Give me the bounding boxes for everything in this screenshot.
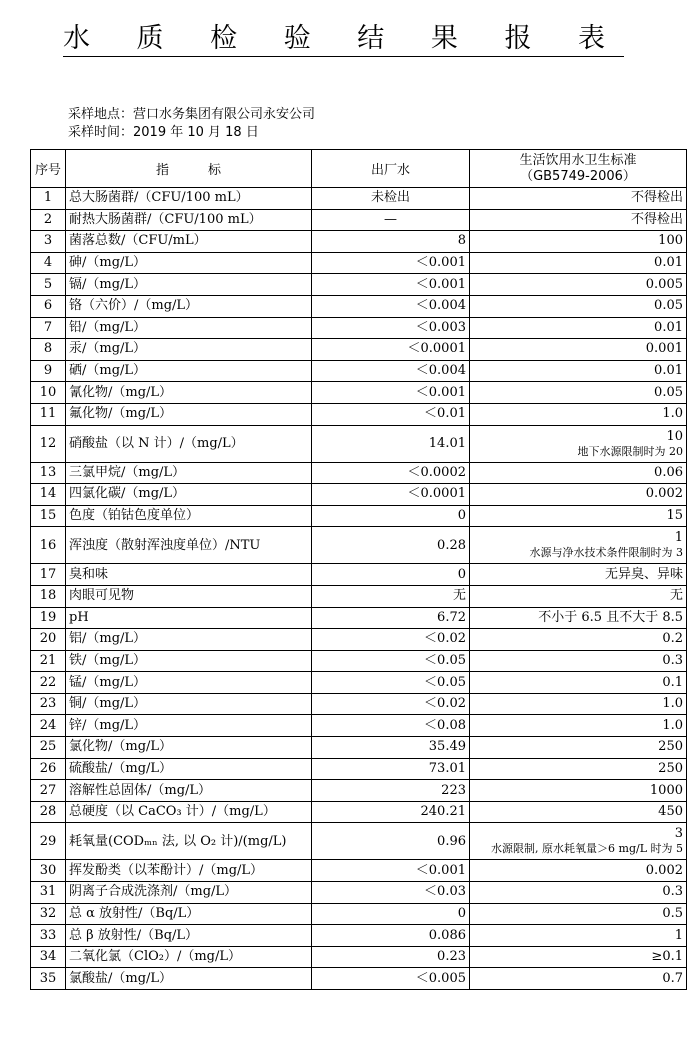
header-no: 序号: [31, 150, 66, 188]
row-standard: 250: [470, 737, 687, 759]
row-standard-note: 水源与净水技术条件限制时为 3: [529, 546, 683, 560]
row-factory-value: 0: [312, 903, 470, 925]
row-factory-value: ＜0.0001: [312, 339, 470, 361]
row-indicator: 四氯化碳/（mg/L）: [66, 484, 312, 506]
report-title: 水 质 检 验 结 果 报 表: [0, 22, 687, 56]
table-row: [31, 715, 687, 737]
row-indicator: 锰/（mg/L）: [66, 672, 312, 694]
row-indicator: 铝/（mg/L）: [66, 629, 312, 651]
row-standard: 450: [470, 801, 687, 823]
row-standard-value: 10: [666, 428, 683, 444]
table-row: [31, 295, 687, 317]
table-header-row: [31, 150, 687, 188]
row-number: 30: [31, 860, 66, 882]
row-factory-value: ＜0.05: [312, 672, 470, 694]
row-standard: ≥0.1: [470, 946, 687, 968]
row-number: 23: [31, 693, 66, 715]
table-row: [31, 823, 687, 860]
row-standard-value: 3: [674, 826, 683, 842]
table-row: [31, 564, 687, 586]
table-row: [31, 925, 687, 947]
row-number: 8: [31, 339, 66, 361]
row-standard-value: 1: [674, 530, 683, 546]
row-factory-value: —: [312, 209, 470, 231]
row-indicator: 锌/（mg/L）: [66, 715, 312, 737]
row-standard: 0.1: [470, 672, 687, 694]
row-indicator: pH: [66, 607, 312, 629]
row-indicator: 耐热大肠菌群/（CFU/100 mL）: [66, 209, 312, 231]
table-row: [31, 382, 687, 404]
table-row: [31, 339, 687, 361]
row-number: 1: [31, 188, 66, 210]
row-indicator: 浑浊度（散射浑浊度单位）/NTU: [66, 527, 312, 564]
row-factory-value: ＜0.001: [312, 252, 470, 274]
row-number: 2: [31, 209, 66, 231]
row-number: 31: [31, 882, 66, 904]
row-indicator: 三氯甲烷/（mg/L）: [66, 462, 312, 484]
table-row: [31, 274, 687, 296]
row-factory-value: 223: [312, 780, 470, 802]
row-indicator: 总硬度（以 CaCO₃ 计）/（mg/L）: [66, 801, 312, 823]
row-number: 6: [31, 295, 66, 317]
row-indicator: 阴离子合成洗涤剂/（mg/L）: [66, 882, 312, 904]
row-indicator: 硫酸盐/（mg/L）: [66, 758, 312, 780]
row-number: 28: [31, 801, 66, 823]
row-number: 35: [31, 968, 66, 990]
row-standard: 15: [470, 505, 687, 527]
row-standard: 1.0: [470, 693, 687, 715]
row-standard: 0.3: [470, 650, 687, 672]
row-number: 21: [31, 650, 66, 672]
row-number: 33: [31, 925, 66, 947]
row-factory-value: ＜0.005: [312, 968, 470, 990]
row-standard: 100: [470, 231, 687, 253]
table-row: [31, 650, 687, 672]
sampling-time: 采样时间：2019 年 10 月 18 日: [68, 125, 259, 140]
row-number: 29: [31, 823, 66, 860]
row-factory-value: ＜0.02: [312, 693, 470, 715]
table-row: [31, 484, 687, 506]
row-indicator: 铜/（mg/L）: [66, 693, 312, 715]
row-factory-value: 73.01: [312, 758, 470, 780]
row-factory-value: 14.01: [312, 425, 470, 462]
row-standard: 不得检出: [470, 188, 687, 210]
row-factory-value: ＜0.08: [312, 715, 470, 737]
table-row: [31, 527, 687, 564]
row-indicator: 氰化物/（mg/L）: [66, 382, 312, 404]
row-standard: 无异臭、异味: [470, 564, 687, 586]
table-row: [31, 425, 687, 462]
table-row: [31, 693, 687, 715]
table-row: [31, 360, 687, 382]
row-factory-value: ＜0.001: [312, 382, 470, 404]
row-standard: [470, 823, 687, 860]
row-number: 17: [31, 564, 66, 586]
row-factory-value: ＜0.0001: [312, 484, 470, 506]
row-factory-value: 0.96: [312, 823, 470, 860]
row-factory-value: ＜0.05: [312, 650, 470, 672]
row-indicator: 挥发酚类（以苯酚计）/（mg/L）: [66, 860, 312, 882]
table-body: [31, 188, 687, 990]
row-number: 19: [31, 607, 66, 629]
row-factory-value: 未检出: [312, 188, 470, 210]
row-indicator: 臭和味: [66, 564, 312, 586]
row-number: 12: [31, 425, 66, 462]
row-standard: 0.01: [470, 360, 687, 382]
row-number: 22: [31, 672, 66, 694]
table-row: [31, 252, 687, 274]
row-number: 32: [31, 903, 66, 925]
table-row: [31, 758, 687, 780]
row-indicator: 镉/（mg/L）: [66, 274, 312, 296]
row-standard-note: 水源限制, 原水耗氧量＞6 mg/L 时为 5: [491, 842, 683, 856]
row-factory-value: ＜0.001: [312, 860, 470, 882]
row-standard: 0.005: [470, 274, 687, 296]
row-number: 14: [31, 484, 66, 506]
table-row: [31, 317, 687, 339]
row-indicator: 砷/（mg/L）: [66, 252, 312, 274]
row-factory-value: 0.28: [312, 527, 470, 564]
row-indicator: 氯化物/（mg/L）: [66, 737, 312, 759]
row-indicator: 硝酸盐（以 N 计）/（mg/L）: [66, 425, 312, 462]
row-factory-value: ＜0.0002: [312, 462, 470, 484]
row-number: 20: [31, 629, 66, 651]
header-standard-line1: 生活饮用水卫生标准: [519, 152, 637, 168]
row-standard: 0.01: [470, 317, 687, 339]
row-number: 18: [31, 585, 66, 607]
row-factory-value: 8: [312, 231, 470, 253]
header-standard: [470, 150, 687, 188]
row-standard: 0.7: [470, 968, 687, 990]
row-standard: 0.05: [470, 295, 687, 317]
row-factory-value: ＜0.003: [312, 317, 470, 339]
table-row: [31, 882, 687, 904]
header-standard-line2: （GB5749-2006）: [520, 168, 636, 184]
table-row: [31, 403, 687, 425]
row-indicator: 硒/（mg/L）: [66, 360, 312, 382]
results-table: [30, 149, 687, 990]
row-factory-value: ＜0.001: [312, 274, 470, 296]
table-row: [31, 585, 687, 607]
row-indicator: 耗氧量(CODₘₙ 法, 以 O₂ 计)/(mg/L): [66, 823, 312, 860]
table-row: [31, 607, 687, 629]
row-standard-note: 地下水源限制时为 20: [577, 444, 683, 458]
row-factory-value: ＜0.01: [312, 403, 470, 425]
row-standard: 0.3: [470, 882, 687, 904]
table-row: [31, 188, 687, 210]
header-factory-water: 出厂水: [312, 150, 470, 188]
row-number: 10: [31, 382, 66, 404]
row-number: 5: [31, 274, 66, 296]
row-standard: 1: [470, 925, 687, 947]
table-row: [31, 737, 687, 759]
row-standard: 0.5: [470, 903, 687, 925]
row-indicator: 氟化物/（mg/L）: [66, 403, 312, 425]
row-standard: 0.2: [470, 629, 687, 651]
table-row: [31, 231, 687, 253]
row-standard: 0.06: [470, 462, 687, 484]
row-indicator: 氯酸盐/（mg/L）: [66, 968, 312, 990]
row-indicator: 总 β 放射性/（Bq/L）: [66, 925, 312, 947]
row-number: 7: [31, 317, 66, 339]
row-standard: 0.05: [470, 382, 687, 404]
row-indicator: 铅/（mg/L）: [66, 317, 312, 339]
row-standard: 0.001: [470, 339, 687, 361]
row-number: 34: [31, 946, 66, 968]
row-indicator: 色度（铂钴色度单位）: [66, 505, 312, 527]
table-row: [31, 801, 687, 823]
table-row: [31, 629, 687, 651]
table-row: [31, 505, 687, 527]
row-standard: 无: [470, 585, 687, 607]
row-indicator: 肉眼可见物: [66, 585, 312, 607]
row-standard: 1.0: [470, 403, 687, 425]
row-number: 9: [31, 360, 66, 382]
row-standard: 1000: [470, 780, 687, 802]
row-factory-value: 35.49: [312, 737, 470, 759]
row-indicator: 总 α 放射性/（Bq/L）: [66, 903, 312, 925]
table-row: [31, 462, 687, 484]
row-factory-value: 0.086: [312, 925, 470, 947]
row-standard: 0.002: [470, 484, 687, 506]
table-row: [31, 780, 687, 802]
row-standard: [470, 527, 687, 564]
row-factory-value: 6.72: [312, 607, 470, 629]
row-indicator: 铁/（mg/L）: [66, 650, 312, 672]
table-row: [31, 968, 687, 990]
row-standard: 0.002: [470, 860, 687, 882]
row-indicator: 总大肠菌群/（CFU/100 mL）: [66, 188, 312, 210]
row-standard: 不得检出: [470, 209, 687, 231]
table-row: [31, 903, 687, 925]
row-number: 27: [31, 780, 66, 802]
row-factory-value: 无: [312, 585, 470, 607]
row-number: 24: [31, 715, 66, 737]
row-standard: 250: [470, 758, 687, 780]
row-indicator: 菌落总数/（CFU/mL）: [66, 231, 312, 253]
row-factory-value: 0: [312, 505, 470, 527]
row-standard: 不小于 6.5 且不大于 8.5: [470, 607, 687, 629]
row-factory-value: ＜0.02: [312, 629, 470, 651]
row-indicator: 溶解性总固体/（mg/L）: [66, 780, 312, 802]
table-row: [31, 672, 687, 694]
row-number: 4: [31, 252, 66, 274]
row-indicator: 二氧化氯（ClO₂）/（mg/L）: [66, 946, 312, 968]
row-number: 11: [31, 403, 66, 425]
table-row: [31, 860, 687, 882]
row-factory-value: 0: [312, 564, 470, 586]
row-factory-value: ＜0.004: [312, 295, 470, 317]
row-number: 16: [31, 527, 66, 564]
header-indicator: 指 标: [66, 150, 312, 188]
row-number: 15: [31, 505, 66, 527]
row-factory-value: ＜0.03: [312, 882, 470, 904]
row-number: 3: [31, 231, 66, 253]
row-standard: 1.0: [470, 715, 687, 737]
row-indicator: 铬（六价）/（mg/L）: [66, 295, 312, 317]
row-standard: 0.01: [470, 252, 687, 274]
table-row: [31, 209, 687, 231]
sampling-location: 采样地点：营口水务集团有限公司永安公司: [68, 107, 316, 122]
row-factory-value: ＜0.004: [312, 360, 470, 382]
row-number: 26: [31, 758, 66, 780]
row-factory-value: 0.23: [312, 946, 470, 968]
table-row: [31, 946, 687, 968]
row-standard: [470, 425, 687, 462]
row-number: 13: [31, 462, 66, 484]
row-factory-value: 240.21: [312, 801, 470, 823]
row-number: 25: [31, 737, 66, 759]
row-indicator: 汞/（mg/L）: [66, 339, 312, 361]
